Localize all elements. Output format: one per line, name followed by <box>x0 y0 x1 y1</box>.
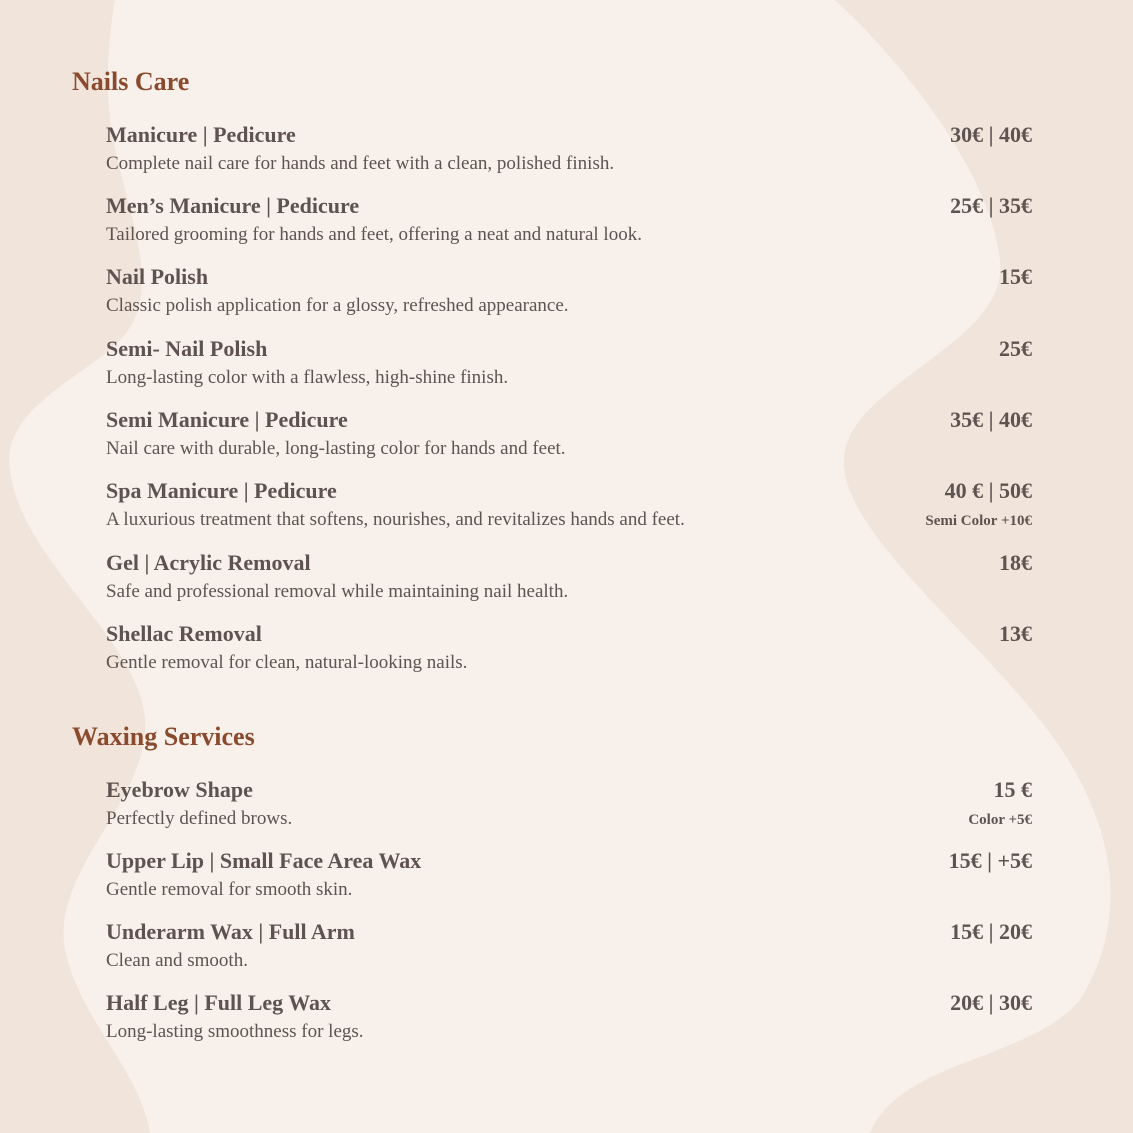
item-name: Manicure | Pedicure <box>106 122 296 147</box>
menu-item-nail-polish <box>106 264 1032 324</box>
item-price: 25€ | 35€ <box>950 193 1032 218</box>
item-description: Perfectly defined brows. <box>106 808 293 829</box>
menu-item-semi-nail-polish <box>106 336 1032 396</box>
item-description: Gentle removal for smooth skin. <box>106 879 353 900</box>
item-price-note: Color +5€ <box>968 812 1032 828</box>
menu-item-semi-manicure-pedicure <box>106 407 1032 467</box>
item-name: Shellac Removal <box>106 621 262 646</box>
item-description: Nail care with durable, long-lasting color for hands and feet. <box>106 438 566 459</box>
item-price: 35€ | 40€ <box>950 407 1032 432</box>
item-price-note: Semi Color +10€ <box>925 513 1032 529</box>
item-price: 13€ <box>999 621 1032 646</box>
item-price: 18€ <box>999 550 1032 575</box>
menu-item-mens-manicure-pedicure <box>106 193 1032 253</box>
item-price: 15€ | 20€ <box>950 919 1032 944</box>
item-price: 25€ <box>999 336 1032 361</box>
item-price: 15€ | +5€ <box>948 848 1032 873</box>
section-title-waxing-services: Waxing Services <box>72 722 255 751</box>
item-description: Classic polish application for a glossy, refreshed appearance. <box>106 295 569 316</box>
item-price: 40 € | 50€ <box>944 478 1032 503</box>
item-price: 15€ <box>999 264 1032 289</box>
menu-item-half-full-leg-wax <box>106 990 1032 1050</box>
menu-item-manicure-pedicure <box>106 122 1032 182</box>
item-description: Clean and smooth. <box>106 950 248 971</box>
item-description: Long-lasting smoothness for legs. <box>106 1021 364 1042</box>
item-name: Semi Manicure | Pedicure <box>106 407 348 432</box>
item-price: 20€ | 30€ <box>950 990 1032 1015</box>
item-description: Gentle removal for clean, natural-looking nails. <box>106 652 468 673</box>
menu-item-upper-lip-face-wax <box>106 848 1032 908</box>
menu-item-eyebrow-shape <box>106 777 1032 837</box>
item-description: A luxurious treatment that softens, nourishes, and revitalizes hands and feet. <box>106 509 685 530</box>
item-name: Eyebrow Shape <box>106 777 253 802</box>
item-name: Men’s Manicure | Pedicure <box>106 193 360 218</box>
menu-item-spa-manicure-pedicure <box>106 478 1032 538</box>
item-description: Complete nail care for hands and feet with a clean, polished finish. <box>106 153 615 174</box>
item-price: 30€ | 40€ <box>950 122 1032 147</box>
item-name: Underarm Wax | Full Arm <box>106 919 355 944</box>
menu-item-gel-acrylic-removal <box>106 550 1032 610</box>
section-title-nails-care: Nails Care <box>72 67 190 96</box>
item-price: 15 € <box>993 777 1032 802</box>
item-name: Spa Manicure | Pedicure <box>106 478 337 503</box>
item-name: Upper Lip | Small Face Area Wax <box>106 848 422 873</box>
item-description: Tailored grooming for hands and feet, offering a neat and natural look. <box>106 224 642 245</box>
item-name: Semi- Nail Polish <box>106 336 268 361</box>
menu-item-shellac-removal <box>106 621 1032 681</box>
item-description: Long-lasting color with a flawless, high-shine finish. <box>106 367 509 388</box>
menu-item-underarm-full-arm-wax <box>106 919 1032 979</box>
item-name: Gel | Acrylic Removal <box>106 550 311 575</box>
item-name: Nail Polish <box>106 264 209 289</box>
item-name: Half Leg | Full Leg Wax <box>106 990 332 1015</box>
item-description: Safe and professional removal while maintaining nail health. <box>106 581 569 602</box>
